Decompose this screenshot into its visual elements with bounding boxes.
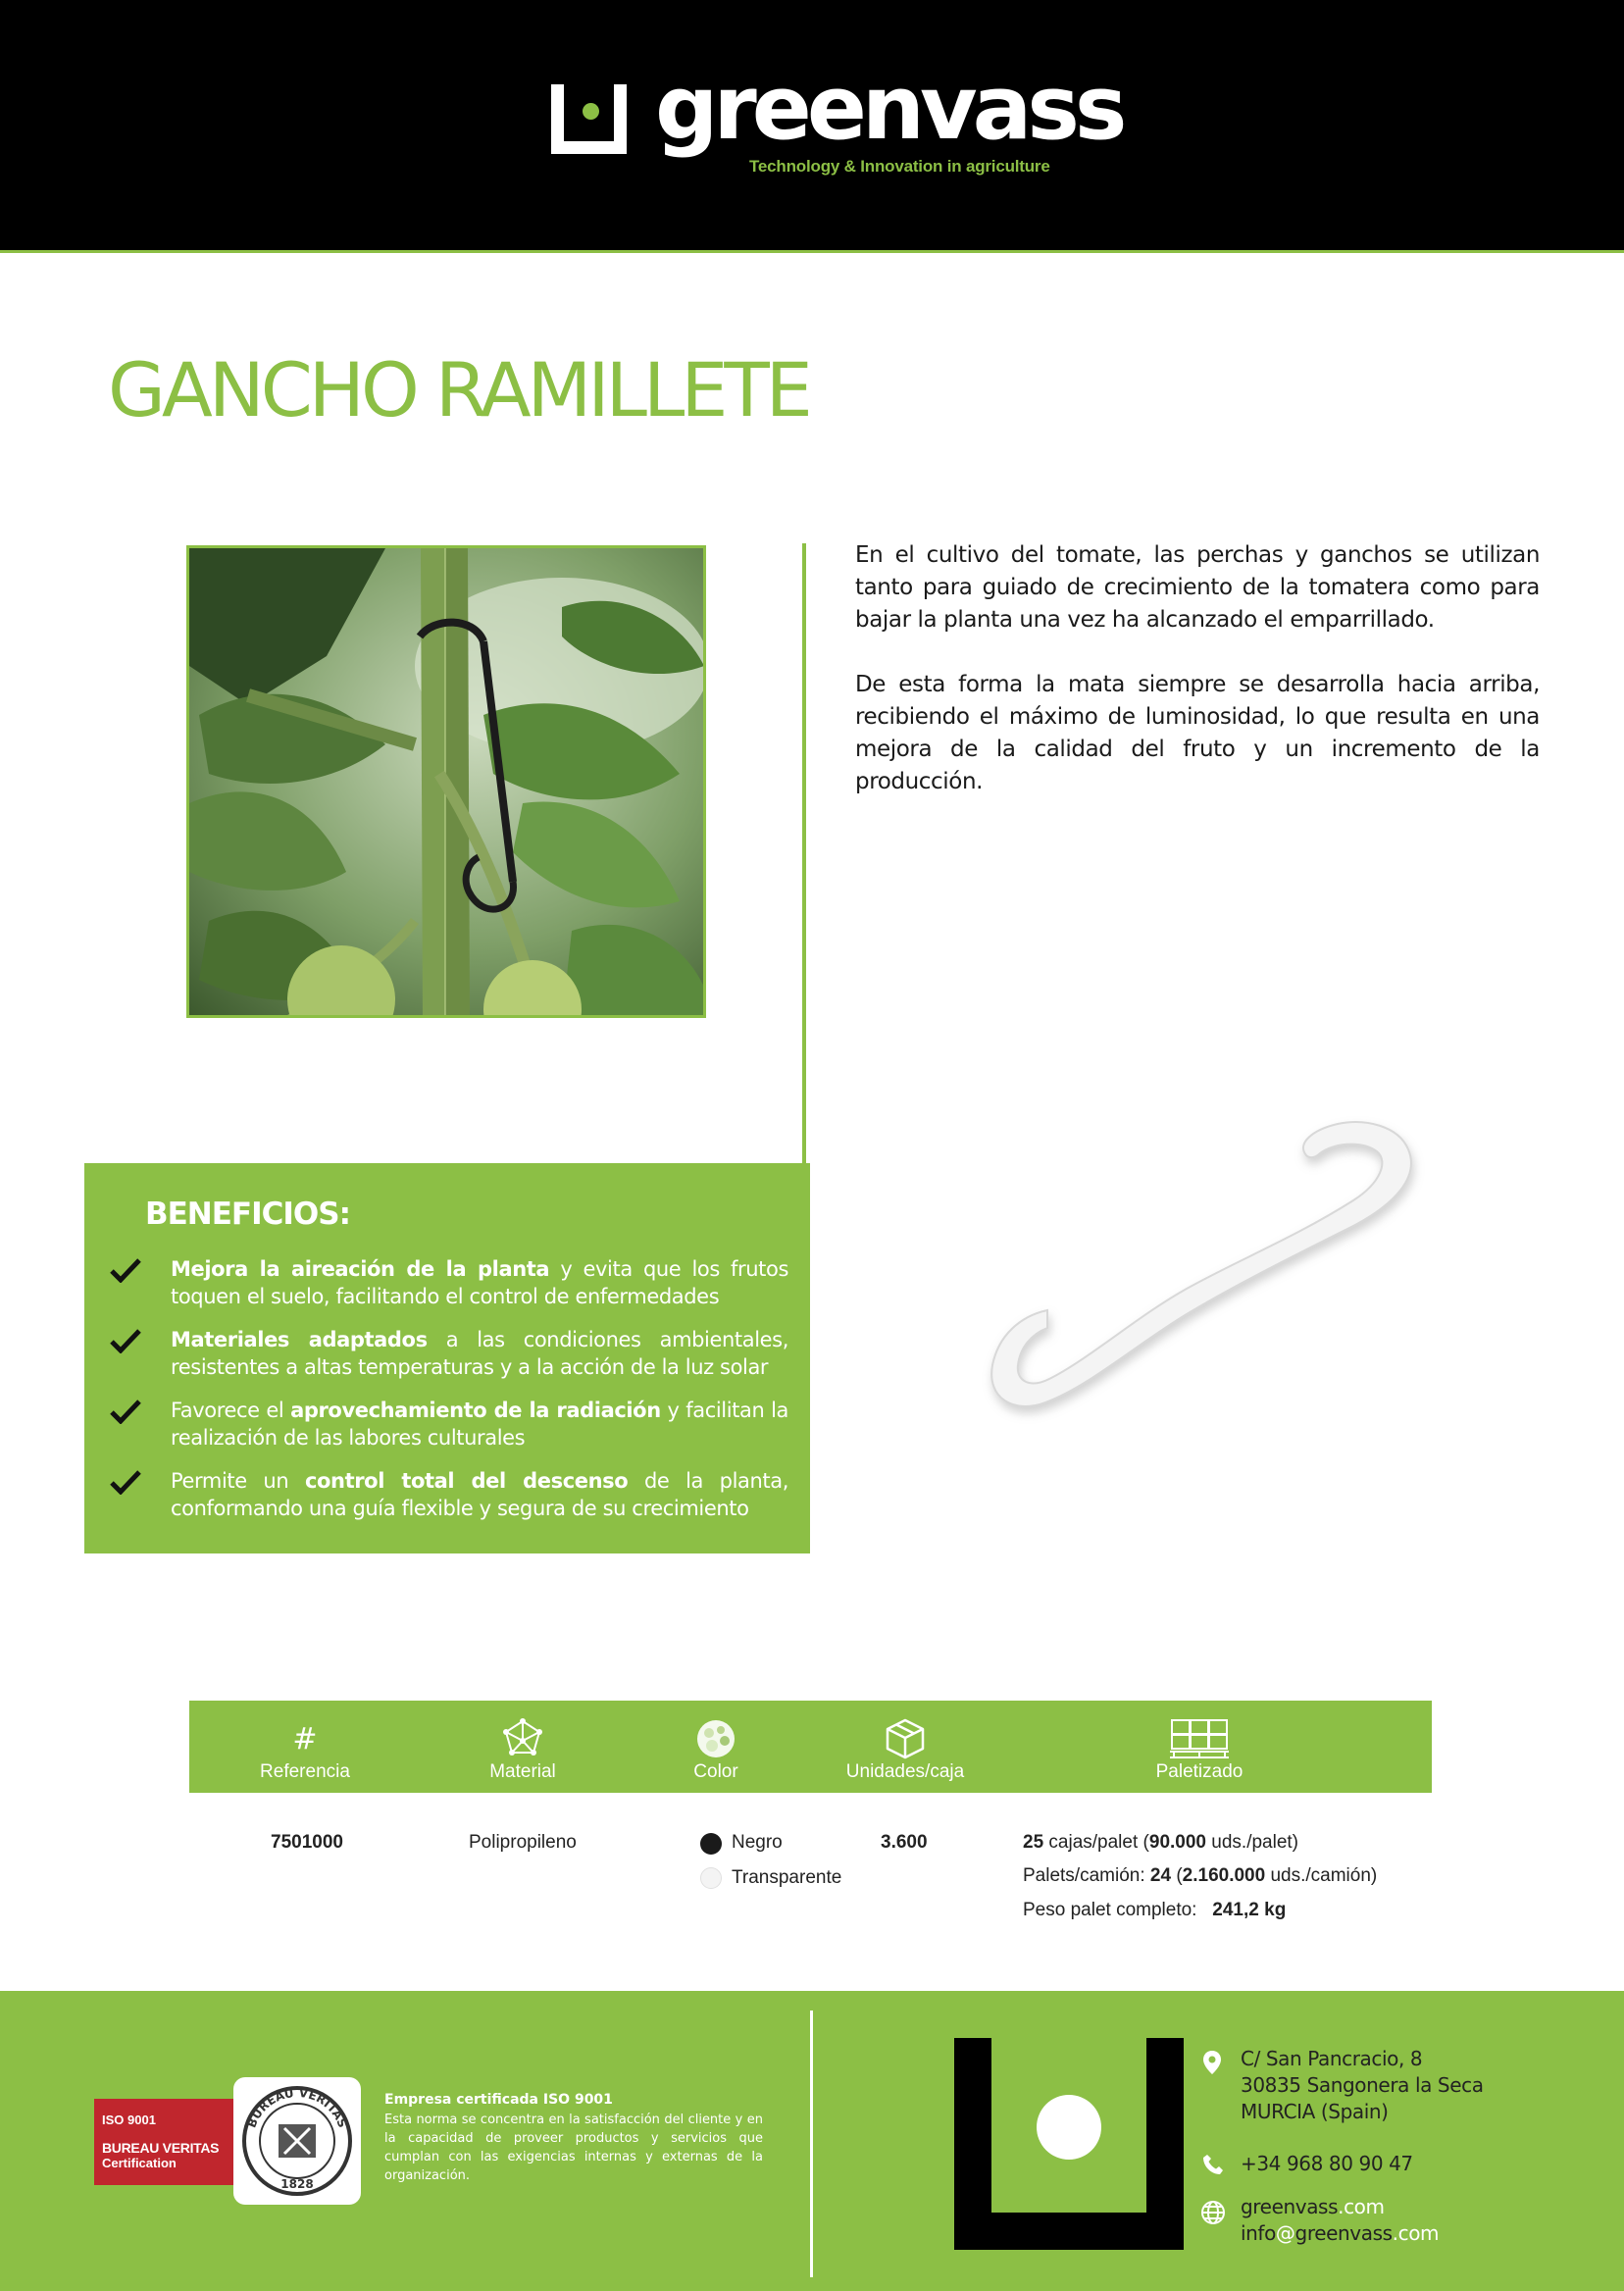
pallet-truck-line: Palets/camión: 24 (2.160.000 uds./camión) <box>1023 1865 1378 1886</box>
brand-tagline: Technology & Innovation in agriculture <box>749 157 1050 176</box>
hash-icon: # <box>292 1721 318 1756</box>
benefit-item <box>110 1255 788 1310</box>
spec-col-reference <box>227 1701 383 1793</box>
greenvass-logo-icon <box>551 84 627 154</box>
location-pin-icon <box>1202 2050 1222 2075</box>
header-banner <box>0 0 1624 253</box>
benefit-text: a las condiciones ambientales, resistentes a altas temperaturas y a la acción de la luz solar <box>171 1328 788 1379</box>
product-description <box>855 539 1540 831</box>
bureau-veritas-seal <box>233 2077 361 2205</box>
benefit-text: y evita que los frutos toquen el suelo, facilitando el control de enfermedades <box>171 1257 788 1308</box>
phone-number[interactable]: +34 968 80 90 47 <box>1241 2152 1413 2175</box>
checkmark-icon <box>110 1328 141 1353</box>
brand-name: greenvass <box>655 57 1123 160</box>
pallet-boxes-line: 25 cajas/palet (90.000 uds./palet) <box>1023 1832 1298 1853</box>
spec-label-units: Unidades/caja <box>845 1761 965 1782</box>
description-paragraph-2: De esta forma la mata siempre se desarrolla hacia arriba, recibiendo el máximo de luminosidad, lo que resulta en una mejora de la calidad del fruto y un incremento de la producción. <box>855 672 1540 794</box>
product-photo <box>186 545 706 1018</box>
benefits-heading: BENEFICIOS: <box>145 1196 350 1232</box>
page-title: GANCHO RAMILLETE <box>108 346 809 433</box>
footer <box>0 1991 1624 2291</box>
benefit-bold: control total del descenso <box>304 1469 629 1493</box>
spec-label-material: Material <box>489 1761 556 1782</box>
benefit-item <box>110 1326 788 1381</box>
svg-text:1828: 1828 <box>280 2177 314 2191</box>
spec-label-color: Color <box>693 1761 738 1782</box>
benefit-bold: aprovechamiento de la radiación <box>290 1399 661 1422</box>
pallet-weight-line: Peso palet completo: 241,2 kg <box>1023 1900 1287 1920</box>
benefits-panel <box>84 1163 810 1553</box>
footer-divider <box>810 2011 813 2277</box>
greenvass-big-logo-icon <box>954 2038 1184 2250</box>
certification-text <box>384 2091 763 2185</box>
checkmark-icon <box>110 1257 141 1283</box>
iso-badge: ISO 9001 BUREAU VERITAS Certification <box>94 2099 233 2185</box>
benefit-item <box>110 1467 788 1522</box>
spec-reference-value: 7501000 <box>271 1832 343 1853</box>
website-link[interactable]: greenvass.com <box>1241 2195 1385 2218</box>
email-link[interactable]: info@greenvass.com <box>1241 2221 1440 2245</box>
box-icon <box>885 1716 926 1761</box>
benefit-text: y facilitan la realización de las labores culturales <box>171 1399 788 1450</box>
molecule-icon <box>501 1716 544 1761</box>
cert-title: Empresa certificada ISO 9001 <box>384 2092 613 2108</box>
spec-material-value: Polipropileno <box>469 1832 577 1853</box>
benefit-item <box>110 1397 788 1451</box>
svg-text:BUREAU VERITAS: BUREAU VERITAS <box>244 2085 350 2130</box>
checkmark-icon <box>110 1399 141 1424</box>
address-line-2: 30835 Sangonera la Seca <box>1241 2073 1484 2097</box>
divider-line <box>802 543 806 1163</box>
color-name-black: Negro <box>732 1832 783 1853</box>
hook-product-image <box>941 1108 1451 1432</box>
spec-header-bar <box>189 1701 1432 1793</box>
spec-label-pallet: Paletizado <box>1155 1761 1243 1782</box>
spec-label-reference: Referencia <box>260 1761 350 1782</box>
benefit-prefix: Favorece el <box>171 1399 291 1422</box>
benefit-text: de la planta, conformando una guía flexible y segura de su crecimiento <box>171 1469 789 1520</box>
spec-units-value: 3.600 <box>881 1832 928 1853</box>
color-name-transparent: Transparente <box>732 1867 842 1888</box>
globe-icon <box>1200 2200 1226 2225</box>
color-swatch-black <box>700 1833 722 1855</box>
cert-body: Esta norma se concentra en la satisfacción del cliente y en la capacidad de proveer productos y servicios que cumplan con las exigencias internas y externas de la organización. <box>384 2113 763 2183</box>
color-swatch-transparent <box>700 1867 722 1889</box>
spec-col-pallet <box>1111 1701 1288 1793</box>
benefits-list <box>110 1255 788 1538</box>
spec-col-units <box>827 1701 984 1793</box>
address-block <box>1241 2046 1484 2125</box>
description-paragraph-1: En el cultivo del tomate, las perchas y ganchos se utilizan tanto para guiado de crecimiento de la tomatera como para bajar la planta una vez ha alcanzado el emparrillado. <box>855 542 1540 633</box>
benefit-bold: Mejora la aireación de la planta <box>171 1257 550 1281</box>
benefit-prefix: Permite un <box>171 1469 305 1493</box>
address-line-3: MURCIA (Spain) <box>1241 2100 1389 2123</box>
address-line-1: C/ San Pancracio, 8 <box>1241 2047 1423 2070</box>
spec-col-color <box>662 1701 770 1793</box>
checkmark-icon <box>110 1469 141 1495</box>
pallet-icon <box>1168 1716 1231 1761</box>
spec-col-material <box>444 1701 601 1793</box>
benefit-bold: Materiales adaptados <box>171 1328 428 1351</box>
phone-icon <box>1202 2154 1224 2175</box>
color-palette-icon <box>694 1716 737 1761</box>
